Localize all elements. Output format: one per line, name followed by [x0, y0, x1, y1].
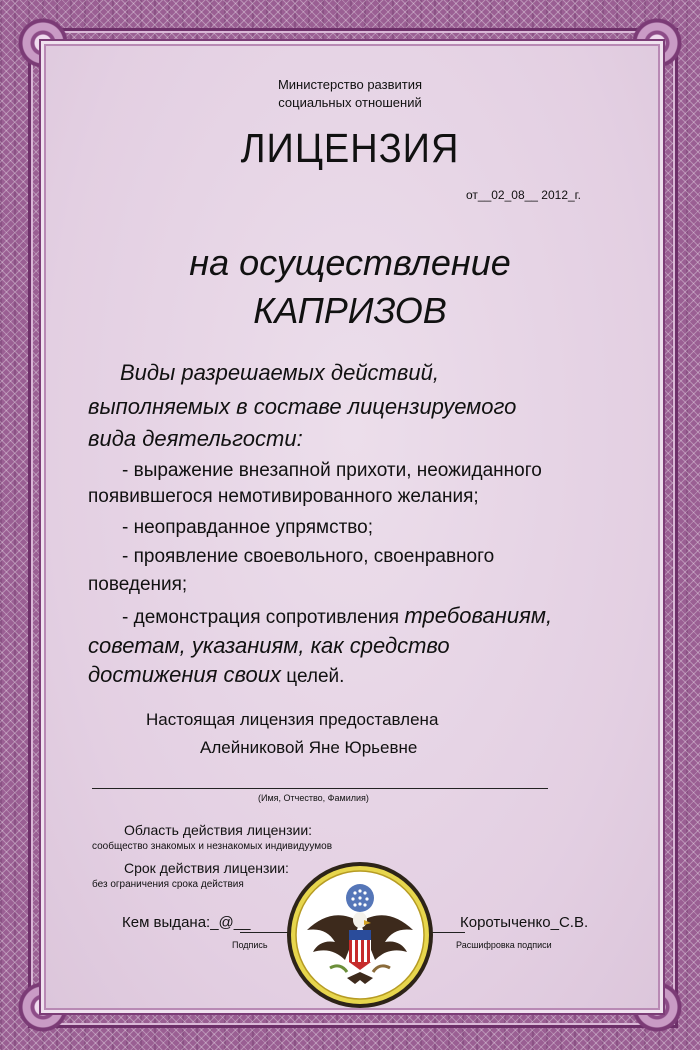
scope-value: сообщество знакомых и незнакомых индивидуумов: [92, 841, 333, 852]
action-item-4-end-italic: достижения своих: [88, 662, 282, 687]
action-item-4-italic: требованиям,: [404, 603, 553, 628]
issued-by-label: Кем выдана:_@__: [122, 914, 251, 931]
scope-label: Область действия лицензии:: [124, 822, 313, 838]
granted-name: Алейниковой Яне Юрьевне: [200, 738, 418, 757]
actions-heading-line3: вида деятельгости:: [88, 426, 303, 451]
actions-heading-line2: выполняемых в составе лицензируемого: [88, 394, 517, 419]
action-item-4-end: [88, 662, 344, 688]
document-title: ЛИЦЕНЗИЯ: [240, 126, 460, 172]
issue-date: от__02_08__ 2012_г.: [466, 188, 581, 202]
signer-caption: Расшифровка подписи: [456, 940, 552, 950]
action-item-4-regular: - демонстрация сопротивления: [122, 607, 405, 628]
action-item-4: [122, 603, 552, 629]
signature-line-left: [240, 932, 290, 933]
subject-line1: на осуществление: [189, 242, 511, 283]
eagle-seal-icon: [285, 860, 435, 1010]
action-item-1: - выражение внезапной прихоти, неожиданного: [122, 460, 542, 481]
name-underline: [92, 788, 548, 789]
ministry-line1: Министерство развития: [277, 77, 423, 92]
signature-caption: Подпись: [232, 940, 268, 950]
name-caption: (Имя, Отчество, Фамилия): [258, 793, 369, 803]
action-item-3: - проявление своевольного, своенравного: [122, 546, 495, 567]
signer-name: Коротыченко_С.В.: [460, 914, 589, 931]
actions-heading-line1: Виды разрешаемых действий,: [120, 360, 439, 385]
action-item-4-cont: советам, указаниям, как средство: [88, 633, 450, 658]
action-item-1-cont: появившегося немотивированного желания;: [88, 486, 479, 507]
term-value: без ограничения срока действия: [92, 879, 244, 890]
ministry-line2: социальных отношений: [278, 95, 422, 110]
action-item-3-cont: поведения;: [88, 574, 188, 595]
action-item-2: - неоправданное упрямство;: [122, 517, 374, 538]
subject-line2: КАПРИЗОВ: [253, 290, 447, 331]
granted-line1: Настоящая лицензия предоставлена: [146, 710, 439, 729]
term-label: Срок действия лицензии:: [124, 860, 289, 876]
action-item-4-end-regular: целей.: [281, 666, 345, 687]
